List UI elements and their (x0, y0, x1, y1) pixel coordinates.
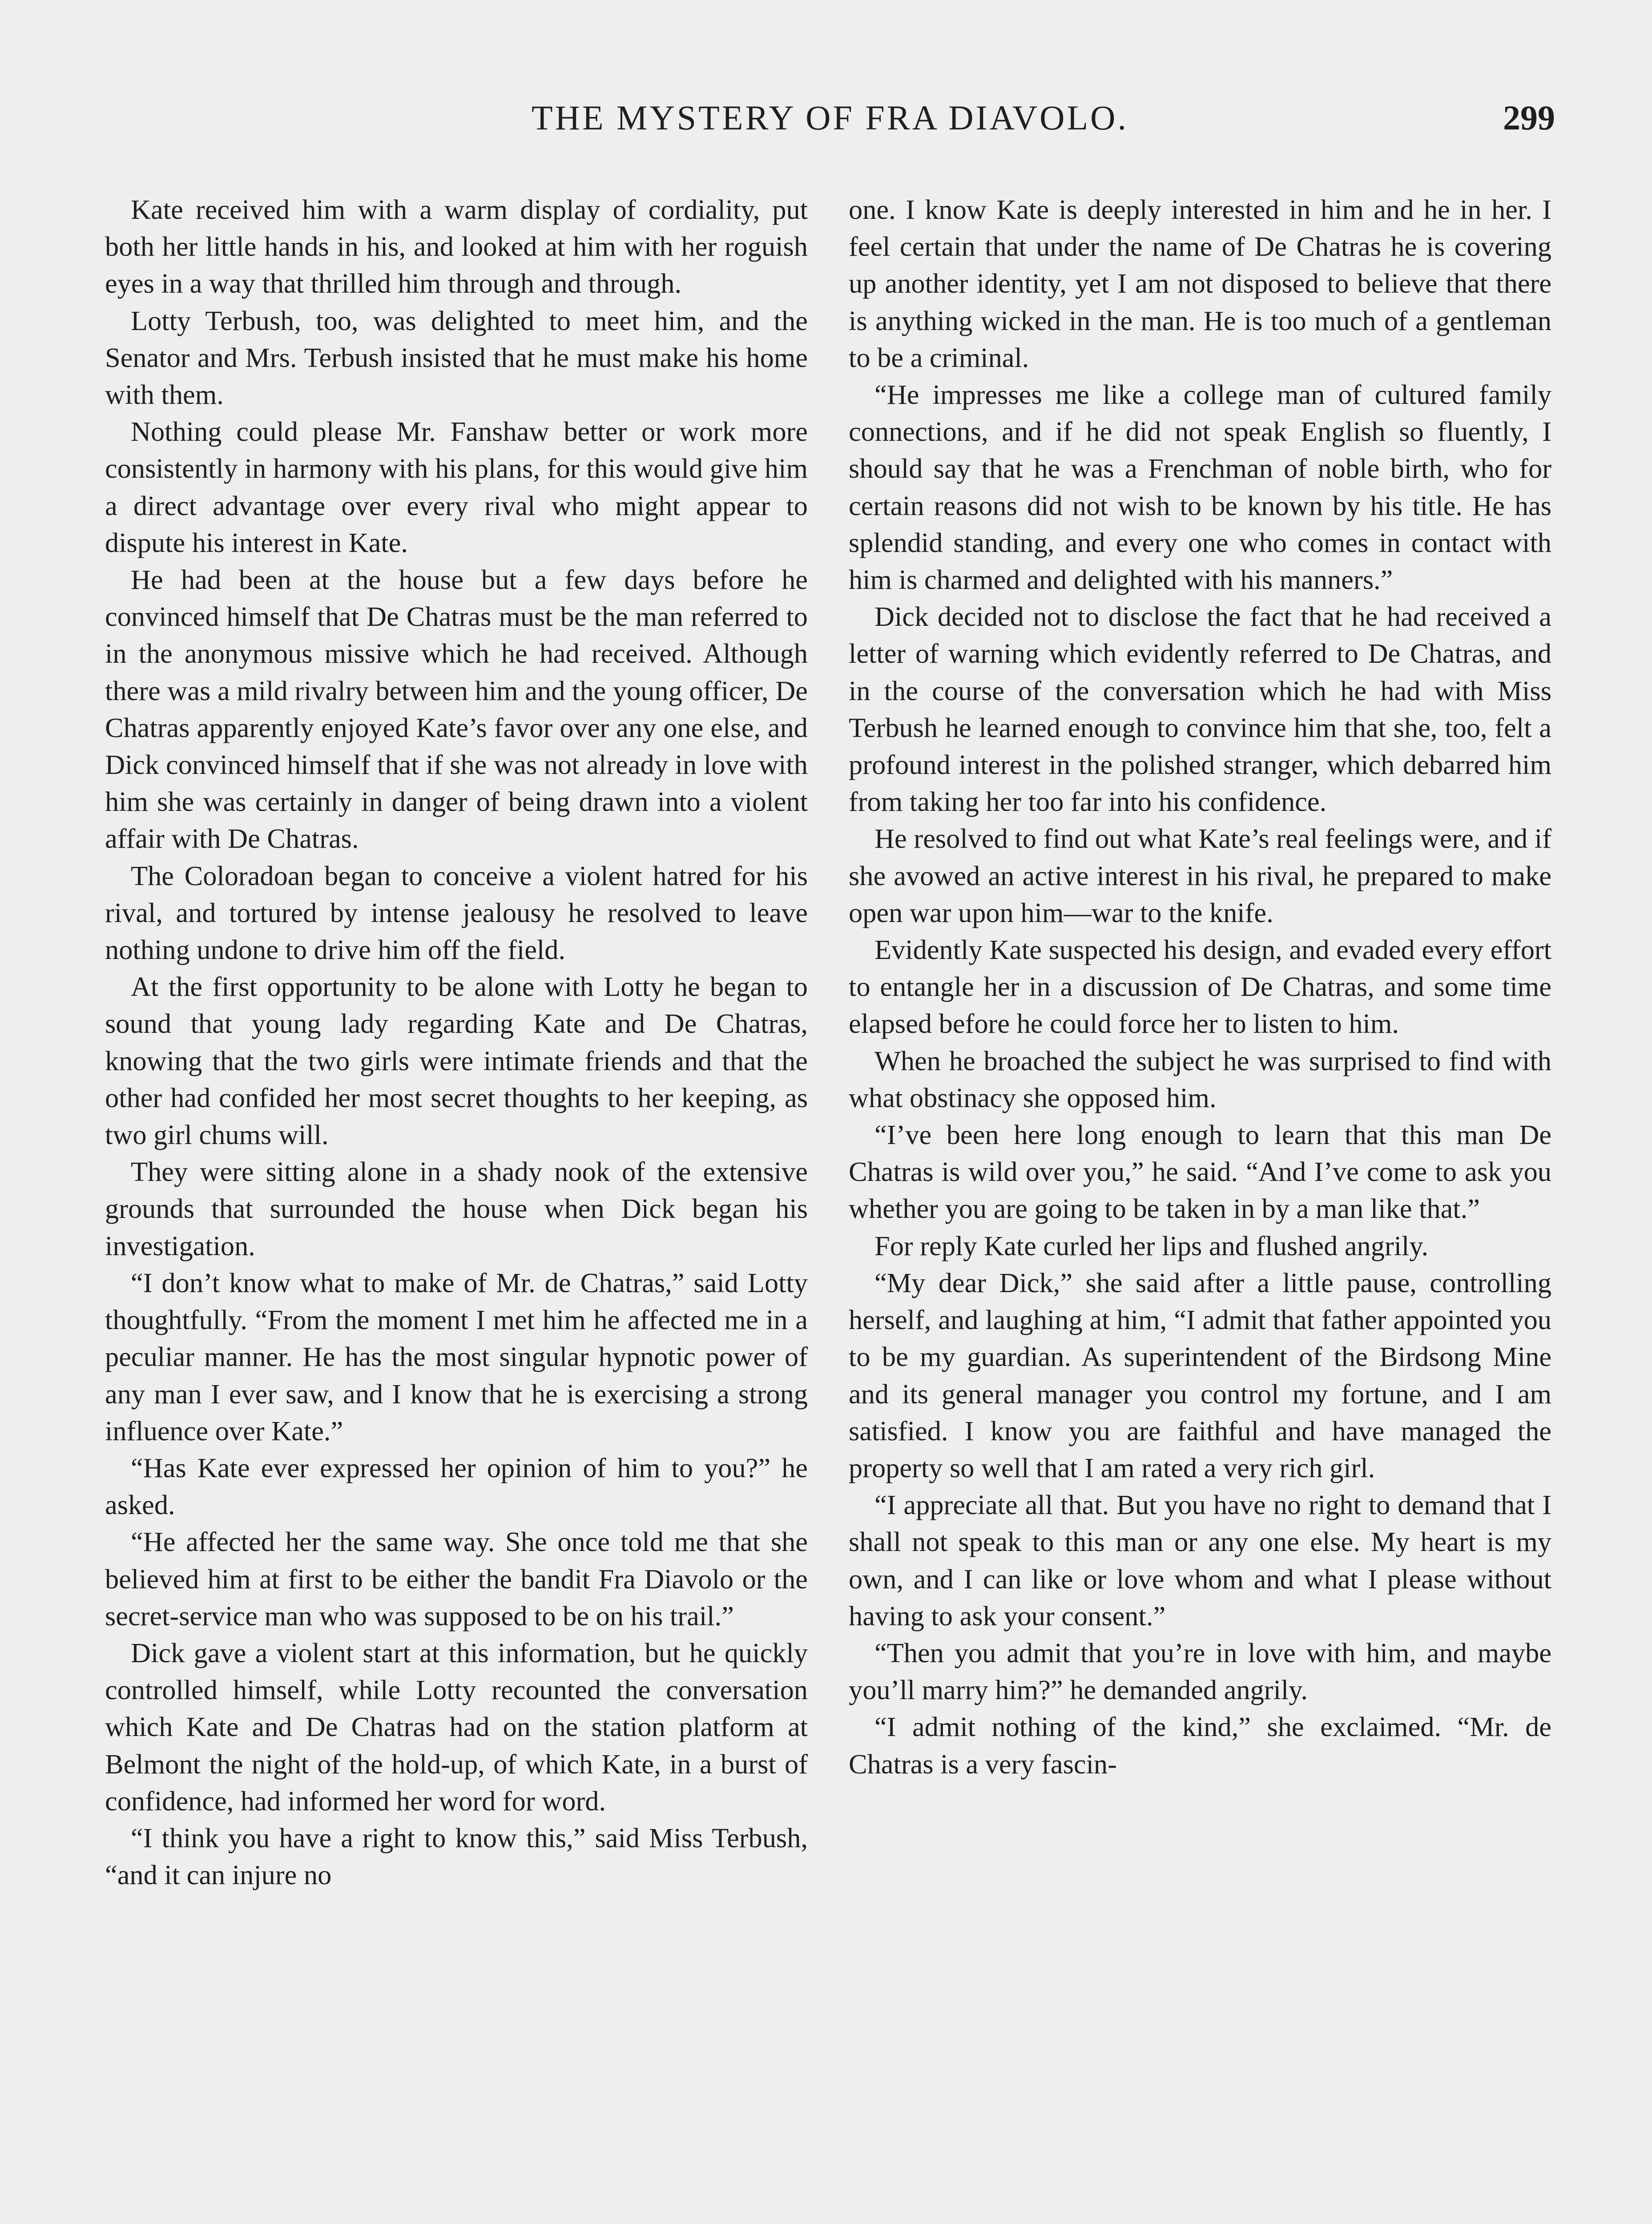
paragraph: “I admit nothing of the kind,” she exclaimed. “Mr. de Chatras is a very fascin- (849, 1712, 1551, 1780)
paragraph: Kate received him with a warm display of cordiality, put both her little hands in his, and looked at him with her roguish eyes in a way that thrilled him through and through. (105, 194, 808, 299)
paragraph: “I think you have a right to know this,” said Miss Terbush, “and it can injure no (105, 1822, 808, 1891)
paragraph-continuation: one. I know Kate is deeply interested in him and he in her. I feel certain that under the name of De Chatras he is covering up another identity, yet I am not disposed to believe that there is anything wicked in the man. He is too much of a gentleman to be a criminal. (849, 194, 1551, 373)
running-title: THE MYSTERY OF FRA DIAVOLO. (532, 98, 1128, 137)
paragraph: “I don’t know what to make of Mr. de Chatras,” said Lotty thoughtfully. “From the moment I met him he affected me in a peculiar manner. He has the most singular hypnotic power of any man I ever saw, and I know that he is exercising a strong influence over Kate.” (105, 1267, 808, 1446)
running-head (105, 98, 1555, 151)
paragraph: For reply Kate curled her lips and flushed angrily. (874, 1230, 1429, 1261)
paragraph: When he broached the subject he was surprised to find with what obstinacy she opposed him. (849, 1045, 1551, 1113)
paragraph: “Then you admit that you’re in love with him, and maybe you’ll marry him?” he demanded angrily. (849, 1637, 1551, 1706)
paragraph: At the first opportunity to be alone with Lotty he began to sound that young lady regarding Kate and De Chatras, knowing that the two girls were intimate friends and that the other had confided her most secret thoughts to her keeping, as two girl chums will. (105, 971, 808, 1151)
paragraph: Nothing could please Mr. Fanshaw better or work more consistently in harmony with his plans, for this would give him a direct advantage over every rival who might appear to dispute his interest in Kate. (105, 416, 808, 558)
paragraph: “I appreciate all that. But you have no right to demand that I shall not speak to this man or any one else. My heart is my own, and I can like or love whom and what I please without having to ask your consent.” (849, 1490, 1551, 1632)
paragraph: The Coloradoan began to conceive a violent hatred for his rival, and tortured by intense jealousy he resolved to leave nothing undone to drive him off the field. (105, 860, 808, 966)
paragraph: They were sitting alone in a shady nook of the extensive grounds that surrounded the house when Dick began his investigation. (105, 1156, 808, 1261)
paragraph: Evidently Kate suspected his design, and evaded every effort to entangle her in a discussion of De Chatras, and some time elapsed before he could force her to listen to him. (849, 935, 1551, 1039)
page-number: 299 (1503, 98, 1555, 137)
paragraph: Dick gave a violent start at this information, but he quickly controlled himself, while Lotty recounted the conversation which Kate and De Chatras had on the station platform at Belmont the night of the hold-up, of which Kate, in a burst of confidence, had informed her word for word. (105, 1637, 808, 1817)
paragraph: He resolved to find out what Kate’s real feelings were, and if she avowed an active interest in his rival, he prepared to make open war upon him—war to the knife. (849, 823, 1551, 928)
paragraph: “He impresses me like a college man of cultured family connections, and if he did not speak English so fluently, I should say that he was a Frenchman of noble birth, who for certain reasons did not wish to be known by his title. He has splendid standing, and every one who comes in contact with him is charmed and delighted with his manners.” (849, 379, 1551, 596)
paragraph: “He affected her the same way. She once told me that she believed him at first to be either the bandit Fra Diavolo or the secret-service man who was supposed to be on his trail.” (105, 1527, 808, 1632)
paragraph: “I’ve been here long enough to learn that this man De Chatras is wild over you,” he said. “And I’ve come to ask you whether you are going to be taken in by a man like that.” (849, 1120, 1551, 1225)
paragraph: “My dear Dick,” she said after a little pause, controlling herself, and laughing at him, “I admit that father appointed you to be my guardian. As superintendent of the Birdsong Mine and its general manager you control my fortune, and I am satisfied. I know you are faithful and have managed the property so well that I am rated a very rich girl. (849, 1267, 1551, 1483)
paragraph: He had been at the house but a few days before he convinced himself that De Chatras must be the man referred to in the anonymous missive which he had received. Although there was a mild rivalry between him and the young officer, De Chatras apparently enjoyed Kate’s favor over any one else, and Dick convinced himself that if she was not already in love with him she was certainly in danger of being drawn into a violent affair with De Chatras. (105, 564, 808, 854)
paragraph: Dick decided not to disclose the fact that he had received a letter of warning which evidently referred to De Chatras, and in the course of the conversation which he had with Miss Terbush he learned enough to convince him that she, too, felt a profound interest in the polished stranger, which debarred him from taking her too far into his confidence. (849, 601, 1551, 818)
paragraph: Lotty Terbush, too, was delighted to meet him, and the Senator and Mrs. Terbush insisted that he must make his home with them. (105, 305, 808, 411)
left-column (105, 191, 808, 1894)
paragraph: “Has Kate ever expressed her opinion of him to you?” he asked. (105, 1452, 808, 1521)
right-column (849, 191, 1551, 1783)
